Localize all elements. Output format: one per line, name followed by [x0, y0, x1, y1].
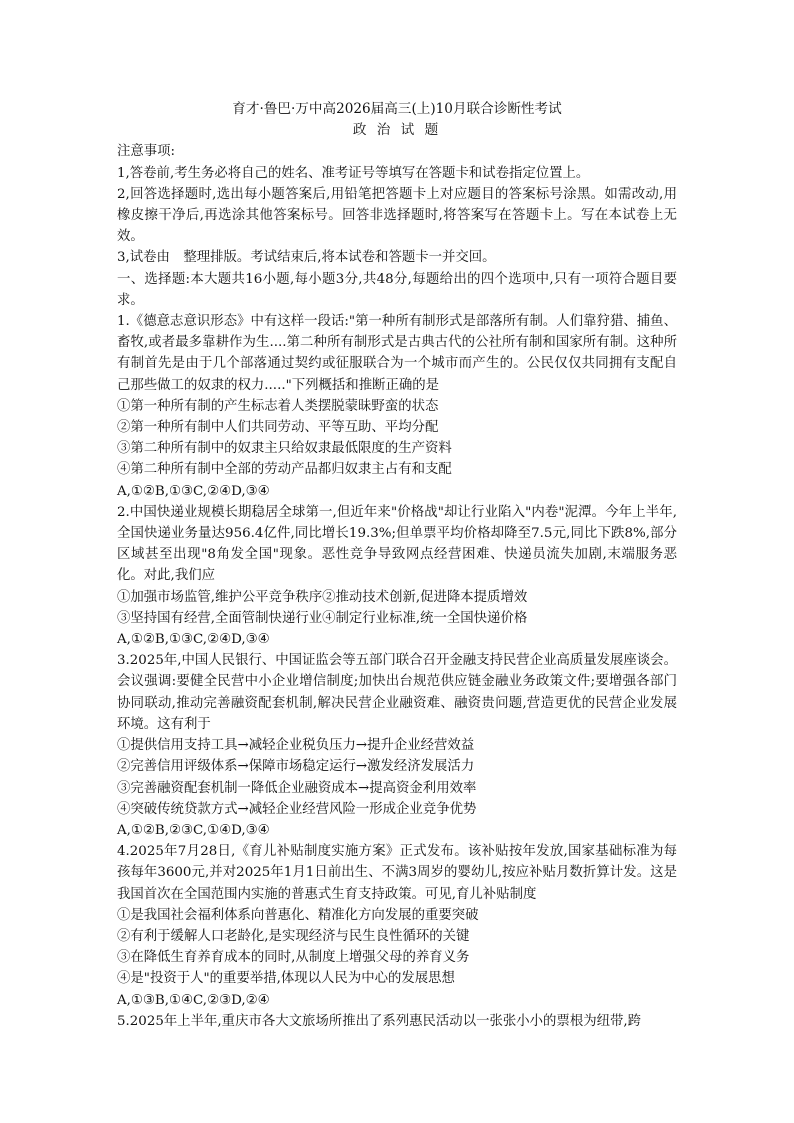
question-4 — [117, 841, 677, 1011]
question-option: ④是"投资于人"的重要举措,体现以人民为中心的发展思想 — [117, 971, 455, 987]
question-2 — [117, 502, 677, 650]
question-1 — [117, 311, 677, 502]
question-option: ②第一种所有制中人们共同劳动、平等互助、平均分配 — [117, 420, 439, 436]
question-option: ③坚持国有经营,全面管制快递行业④制定行业标准,统一全国快递价格 — [117, 610, 528, 626]
question-option: ②完善信用评级体系→保障市场稳定运行→激发经济发展活力 — [117, 759, 475, 775]
question-stem: 1.《德意志意识形态》中有这样一段话:"第一种所有制形式是部落所有制。人们靠狩猎、捕鱼、畜牧,或者最多靠耕作为生....第二种所有制形式是古典古代的公社所有制和国家所有制。这种所有制首先是由于几个部落通过契约或征服联合为一个城市而产生的。公民仅仅共同拥有支配自己那些做工的奴隶的权力....."下列概括和推断正确的是 — [117, 314, 677, 393]
page-content — [117, 99, 677, 1032]
note-item: 1,答卷前,考生务必将自己的姓名、准考证号等填写在答题卡和试卷指定位置上。 — [117, 165, 590, 181]
question-option: ①提供信用支持工具→减轻企业税负压力→提升企业经营效益 — [117, 738, 475, 754]
question-choices: A,①③B,①④C,②③D,②④ — [117, 992, 270, 1008]
question-option: ③在降低生育养育成本的同时,从制度上增强父母的养育义务 — [117, 950, 470, 966]
question-choices: A,①②B,②③C,①④D,③④ — [117, 822, 270, 838]
question-option: ④第二种所有制中全部的劳动产品都归奴隶主占有和支配 — [117, 462, 452, 478]
exam-title: 育才·鲁巴·万中高2026届高三(上)10月联合诊断性考试 — [232, 101, 562, 117]
exam-subtitle: 政 治 试 题 — [352, 122, 442, 139]
question-stem: 3.2025年,中国人民银行、中国证监会等五部门联合召开金融支持民营企业高质量发展座谈会。会议强调:要健全民营中小企业增信制度;加快出台规范供应链金融业务政策文件;要增强各部门协同联动,推动完善融资配套机制,解决民营企业融资难、融资贵问题,营造更优的民营企业发展环境。这有利于 — [117, 653, 677, 732]
question-stem: 2.中国快递业规模长期稳居全球第一,但近年来"价格战"却让行业陷入"内卷"泥潭。今年上半年,全国快递业务量达956.4亿件,同比增长19.3%;但单票平均价格却降至7.5元,同比下跌8%,部分区域甚至出现"8角发全国"现象。恶性竞争导致网点经营困难、快递员流失加剧,末端服务恶化。对此,我们应 — [117, 504, 677, 584]
section-heading: 一、选择题:本大题共16小题,每小题3分,共48分,每题给出的四个选项中,只有一项符合题目要求。 — [117, 271, 677, 308]
question-option: ①第一种所有制的产生标志着人类摆脱蒙昧野蛮的状态 — [117, 398, 439, 414]
question-option: ③完善融资配套机制一降低企业融资成本→提高资金利用效率 — [117, 780, 477, 796]
question-option: ④突破传统贷款方式→减轻企业经营风险一形成企业竞争优势 — [117, 801, 477, 817]
question-stem: 5.2025年上半年,重庆市各大文旅场所推出了系列惠民活动以一张张小小的票根为纽带,跨 — [117, 1013, 642, 1029]
question-option: ②有利于缓解人口老龄化,是实现经济与民生良性循环的关键 — [117, 928, 470, 944]
notes-heading: 注意事项: — [117, 144, 176, 160]
question-choices: A,①②B,①③C,②④D,③④ — [117, 632, 270, 648]
note-item: 3,试卷由 整理排版。考试结束后,将本试卷和答题卡一并交回。 — [117, 250, 496, 266]
question-choices: A,①②B,①③C,②④D,③④ — [117, 483, 270, 499]
question-5 — [117, 1011, 677, 1032]
question-option: ①加强市场监管,维护公平竞争秩序②推动技术创新,促进降本提质增效 — [117, 589, 528, 605]
notes-block — [117, 141, 677, 268]
note-item: 2,回答选择题时,选出每小题答案后,用铅笔把答题卡上对应题目的答案标号涂黑。如需改动,用橡皮擦干净后,再选涂其他答案标号。回答非选择题时,将答案写在答题卡上。写在本试卷上无效。 — [117, 186, 677, 245]
question-stem: 4.2025年7月28日,《育儿补贴制度实施方案》正式发布。该补贴按年发放,国家基础标准为每孩每年3600元,并对2025年1月1日前出生、不满3周岁的婴幼儿,按应补贴月数折算计发。这是我国首次在全国范围内实施的普惠式生育支持政策。可见,育儿补贴制度 — [117, 844, 677, 902]
question-3 — [117, 650, 677, 841]
question-option: ③第二种所有制中的奴隶主只给奴隶最低限度的生产资料 — [117, 441, 452, 457]
question-option: ①是我国社会福利体系向普惠化、精准化方向发展的重要突破 — [117, 907, 479, 923]
